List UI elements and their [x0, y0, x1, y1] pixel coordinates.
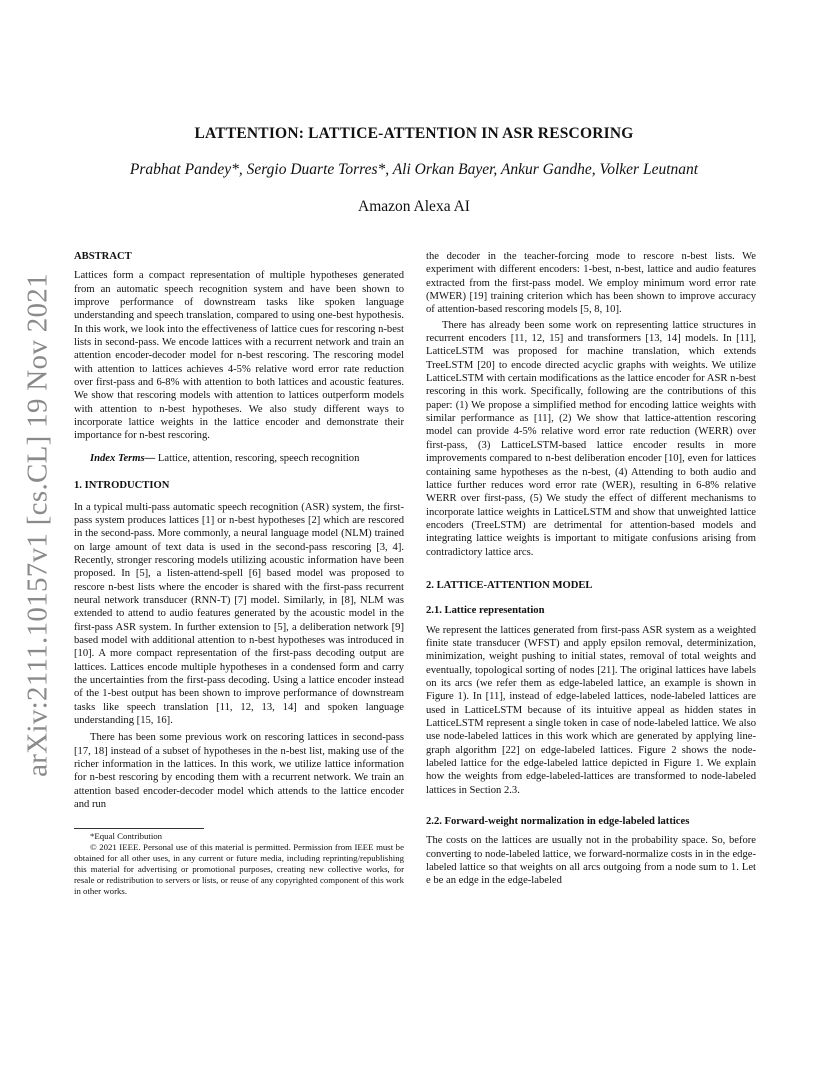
footnotes: [74, 828, 404, 897]
footnote-copyright: © 2021 IEEE. Personal use of this material is permitted. Permission from IEEE must be obtained for all other uses, in any current or future media, including reprinting/republishing this material for advertising or promotional purposes, creating new collective works, for resale or redistribution to servers or lists, or reuse of any copyrighted component of this work in other works.: [74, 842, 404, 897]
section1-paragraph-2: There has been some previous work on rescoring lattices in second-pass [17, 18] instead of a subset of hypotheses in the n-best list, making use of the richer information in the lattices. In this work, we utilize lattice information for n-best rescoring by encoding them with a recurrent network. We train an attention based encoder-decoder model which attends to the lattice encoder and run: [74, 732, 404, 811]
index-terms-label: Index Terms—: [90, 452, 156, 464]
subsection-2-1-text: We represent the lattices generated from first-pass ASR system as a weighted finite state transducer (WFST) and apply epsilon removal, determinization, minimization, weight pushing to initial states, removal of total weights and eventually, topological sorting of nodes [21]. The original lattices have labels on its arcs (we refer them as edge-labeled lattice, an example is shown in Figure 1). In [11], instead of edge-labeled lattices, node-labeled lattices are used in LatticeLSTM because of its intuitive appeal as hidden states in LatticeLSTM represent a single token in case of node-labeled lattice. We also use node-labeled lattices in this work which are generated by applying line-graph algorithm [22] on edge-labeled lattices. Figure 2 shows the node-labeled lattice for the edge-labeled lattice depicted in Figure 1. We explain how the weights from edge-labeled-lattices are transformed to node-labeled lattices in Section 2.3.: [426, 624, 756, 796]
abstract-text: Lattices form a compact representation of multiple hypotheses generated from an automatic speech recognition system and have been shown to improve performance of downstream tasks like spoken language understanding and speech translation, compared to using one-best hypothesis. In this work, we look into the effectiveness of lattice cues for rescoring n-best lists in second-pass. We encode lattices with a recurrent network and train an attention encoder-decoder model for n-best rescoring. The rescoring model with attention to lattices achieves 4-5% relative word error rate reduction over first-pass and 6-8% with attention to both lattices and acoustic features. We show that rescoring models with attention to lattices outperform models with attention to n-best hypotheses. We also study different ways to incorporate lattice weights in the lattice encoder and demonstrate their importance for n-best rescoring.: [74, 270, 404, 442]
subsection-2-2-heading: 2.2. Forward-weight normalization in edge-labeled lattices: [426, 816, 690, 828]
paper-title: LATTENTION: LATTICE-ATTENTION IN ASR RESCORING: [194, 125, 634, 142]
arxiv-stamp-text: arXiv:2111.10157v1 [cs.CL] 19 Nov 2021: [21, 273, 54, 777]
section1-paragraph-3: the decoder in the teacher-forcing mode to rescore n-best lists. We experiment with different encoders: 1-best, n-best, lattice and audio features extracted from the first-pass model. We employ minimum word error rate (MWER) [19] training criterion which has been shown to improve accuracy of attention-based rescoring models [5, 8, 10].: [426, 251, 756, 316]
index-terms-text: Lattice, attention, rescoring, speech recognition: [157, 452, 360, 464]
section1-heading: 1. INTRODUCTION: [74, 480, 170, 492]
subsection-2-1-heading: 2.1. Lattice representation: [426, 605, 545, 617]
section1-paragraph-4: There has already been some work on representing lattice structures in recurrent encoders [11, 12, 15] and transformers [13, 14] models. In [11], LatticeLSTM was proposed for machine translation, which extends TreeLSTM [20] to encode directed acyclic graphs with weights. We utilize LatticeLSTM with certain modifications as the lattice encoder for ASR n-best rescoring in this work. Specifically, following are the contributions of this paper: (1) We propose a simplified method for encoding lattice weights with similar performance as [11], (2) We show that lattice-attention rescoring model can provide 4-5% relative word error rate reduction (WERR) over first-pass, (3) LatticeLSTM-based lattice encoder results in more improvements compared to n-best deliberation encoder [10], even for lattices containing same hypotheses as the n-best, (4) Attending to both audio and lattice further reduces word error rate (WER), resulting in 6-8% relative WERR over first-pass, (5) We study the effect of different mechanisms to incorporate lattice weights in LatticeLSTM and show that unweighted lattice encoders (TreeLSTM) are detrimental for attention-based models and integrating lattice weights is important to mitigate confusions arising from contradictory lattice arcs.: [426, 319, 756, 558]
footnote-rule: [74, 828, 204, 829]
paper-affiliation: Amazon Alexa AI: [358, 198, 470, 215]
index-terms: [74, 452, 404, 465]
footnote-equal-contribution: *Equal Contribution: [90, 831, 163, 842]
arxiv-stamp: [16, 273, 60, 777]
section2-heading: 2. LATTICE-ATTENTION MODEL: [426, 579, 593, 591]
subsection-2-2-text: The costs on the lattices are usually not in the probability space. So, before converting to node-labeled lattice, we forward-normalize costs in in the edge-labeled lattice so that weights on all arcs outgoing from a node sum to 1. Let e be an edge in the edge-labeled: [426, 835, 756, 887]
left-column: [74, 250, 404, 897]
abstract-heading: ABSTRACT: [74, 251, 132, 262]
section1-paragraph-1: In a typical multi-pass automatic speech recognition (ASR) system, the first-pass system produces lattices [1] or n-best hypotheses [2] which are rescored in the second-pass. More commonly, a neural language model (NLM) trained on large amount of text data is used in the second-pass rescoring [3, 4]. Recently, stronger rescoring models utilizing acoustic information have been proposed. In [5], a listen-attend-spell [6] based model was proposed to rescore n-best lists where the encoder is shared with the first-pass recurrent neural network transducer (RNN-T) [7] model. Similarly, in [8], NLM was extended to attend to audio features generated by the acoustic model in the first-pass ASR system. In further extension to [5], a deliberation network [9] based model with additional attention to n-best hypotheses was introduced in [10]. A more compact representation of the first-pass decoding output are lattices. Lattices encode multiple hypotheses in a condensed form and carry the uncertainties from the first-pass decoding. Using a lattice encoder instead of the 1-best output has been shown to improve performance of downstream tasks like speech translation [11, 12, 13, 14] and spoken language understanding [15, 16].: [74, 501, 404, 726]
paper-authors: Prabhat Pandey*, Sergio Duarte Torres*, Ali Orkan Bayer, Ankur Gandhe, Volker Leutnant: [129, 161, 699, 178]
right-column: [426, 250, 756, 888]
